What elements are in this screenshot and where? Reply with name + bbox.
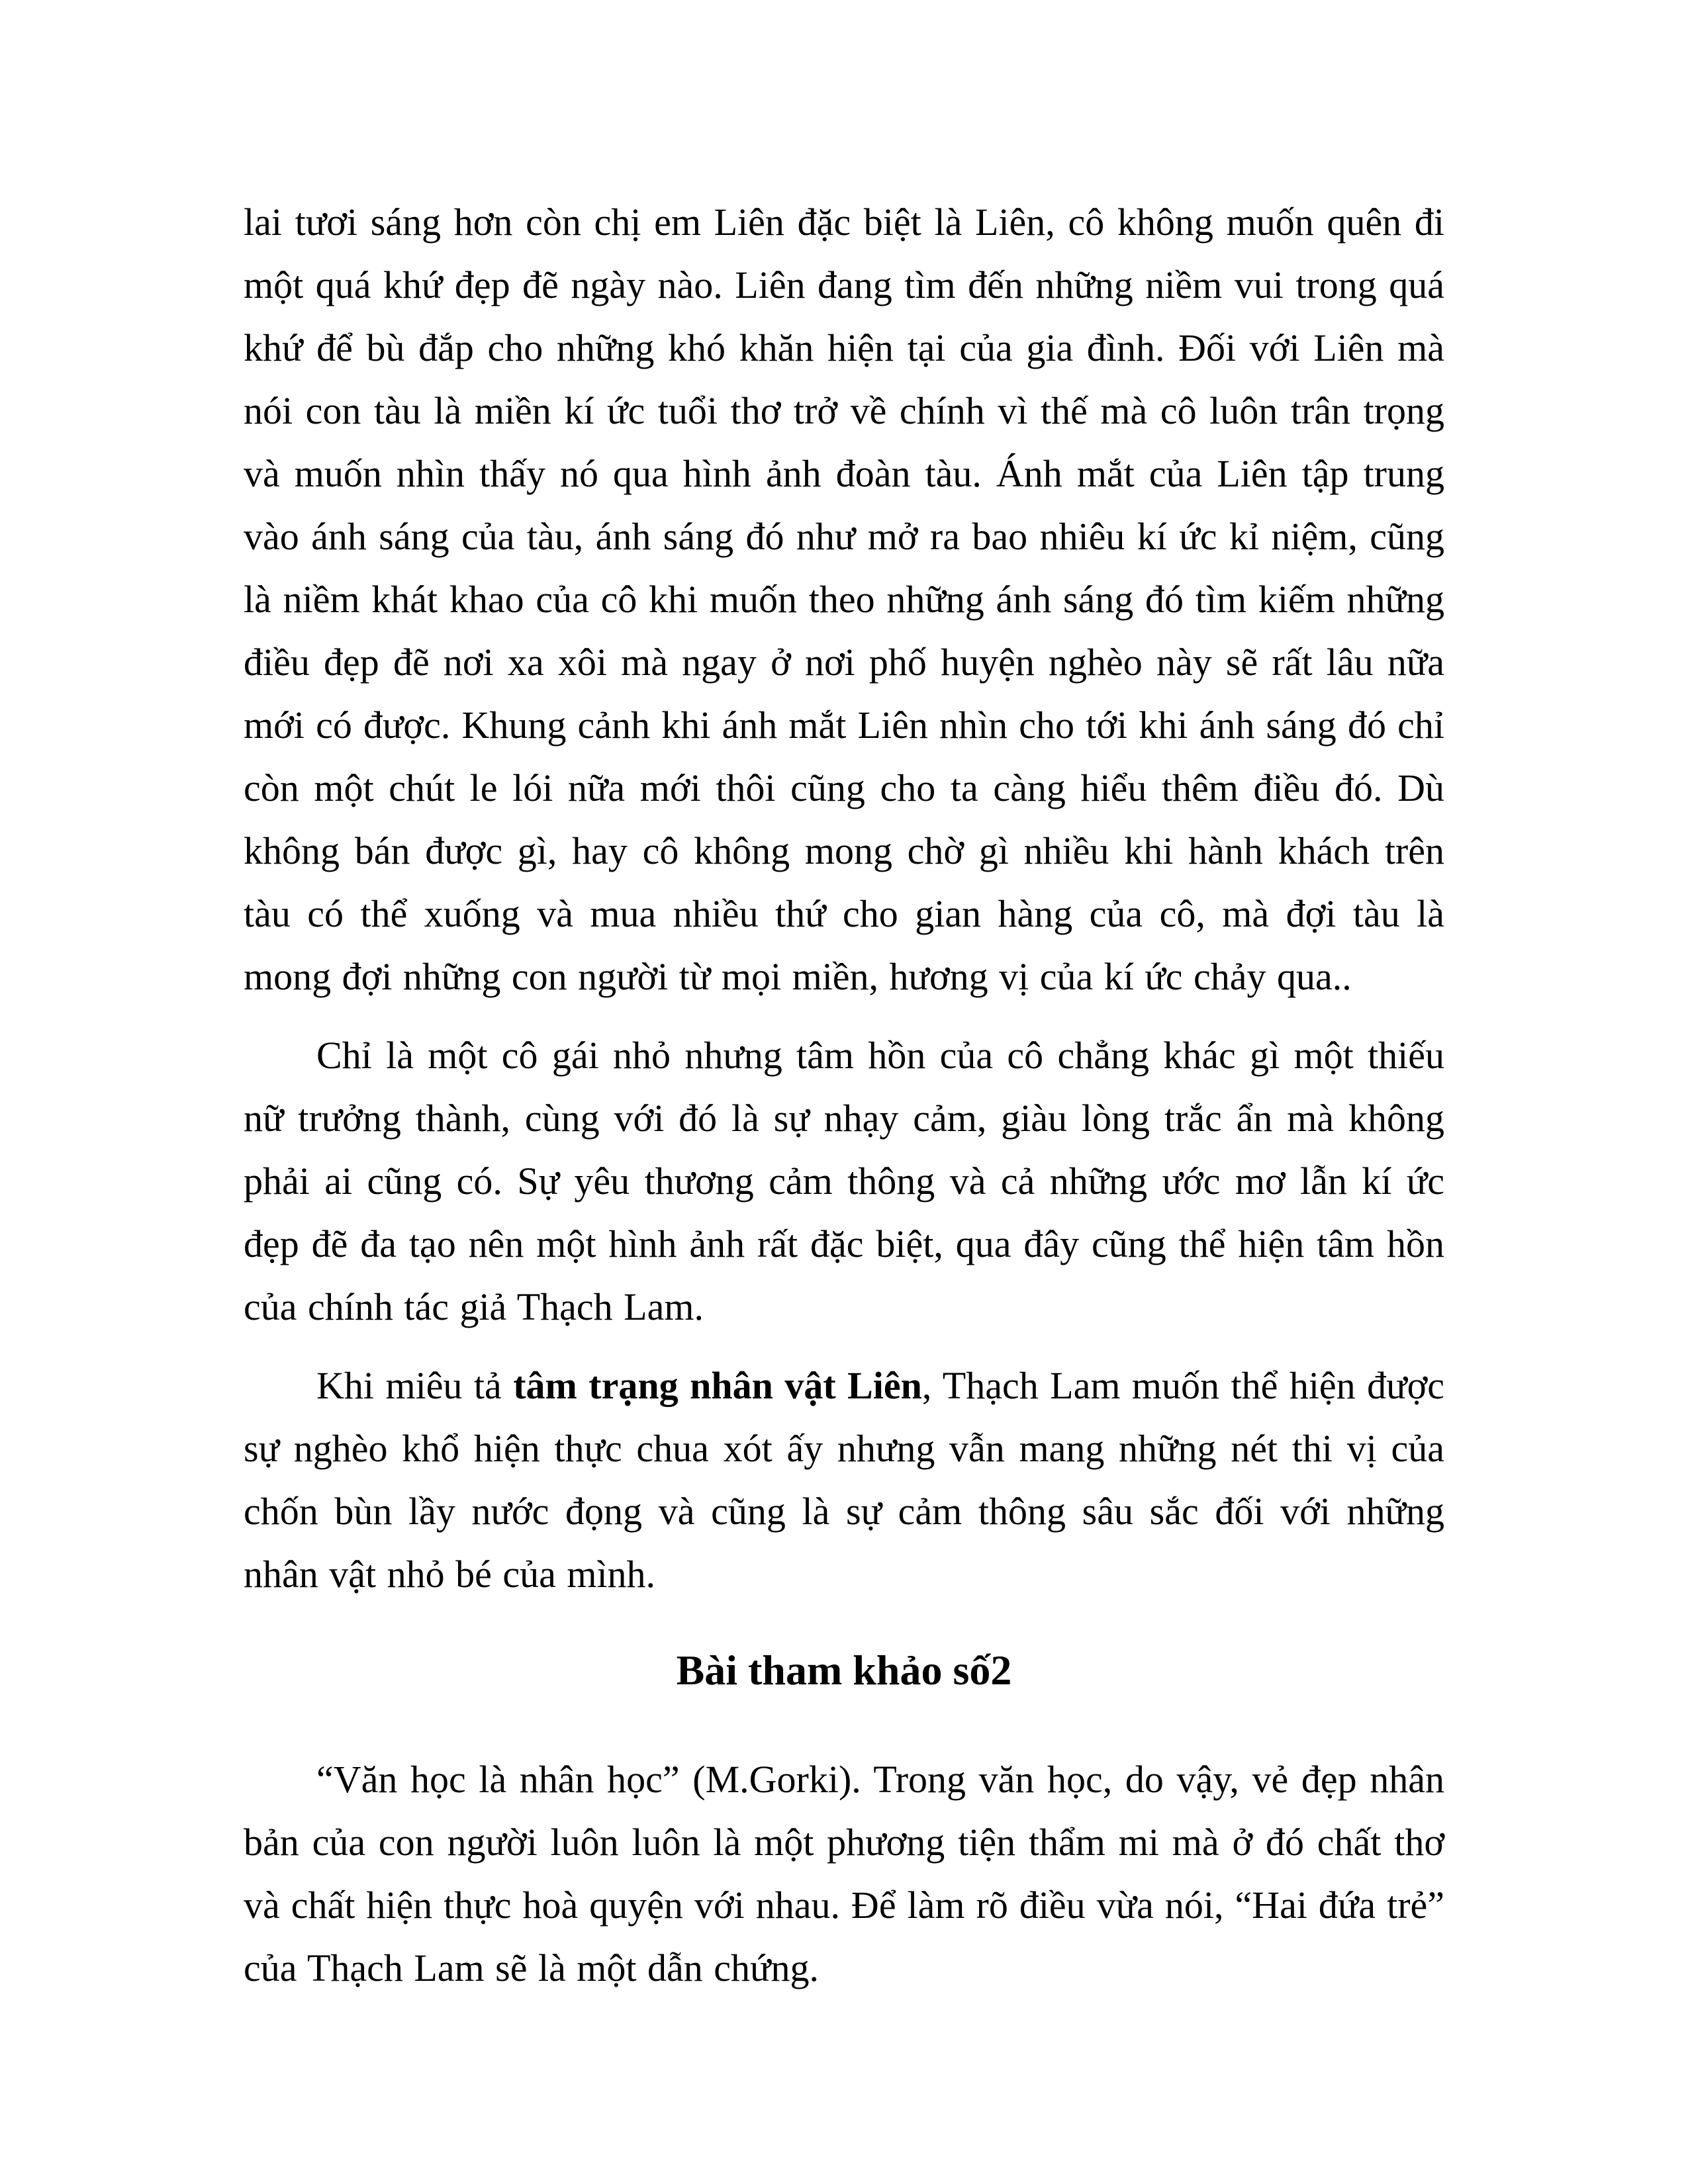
section-heading: Bài tham khảo số2 [676, 1647, 1012, 1694]
body-paragraph-3 [244, 1354, 1444, 1606]
body-paragraph-4: “Văn học là nhân học” (M.Gorki). Trong văn học, do vậy, vẻ đẹp nhân bản của con người luôn luôn là một phương tiện thẩm mi mà ở đó chất thơ và chất hiện thực hoà quyện với nhau. Để làm rõ điều vừa nói, “Hai đứa trẻ” của Thạch Lam sẽ là một dẫn chứng. [244, 1758, 1444, 1989]
paragraph-3-text-after: , Thạch Lam muốn thể hiện được sự nghèo khổ hiện thực chua xót ấy nhưng vẫn mang những nét thi vị của chốn bùn lầy nước đọng và cũng là sự cảm thông sâu sắc đối với những nhân vật nhỏ bé của mình. [244, 1364, 1444, 1596]
paragraph-3-text-before: Khi miêu tả [316, 1364, 514, 1407]
body-paragraph-1: lai tươi sáng hơn còn chị em Liên đặc biệt là Liên, cô không muốn quên đi một quá khứ đẹp đẽ ngày nào. Liên đang tìm đến những niềm vui trong quá khứ để bù đắp cho những khó khăn hiện tại của gia đình. Đối với Liên mà nói con tàu là miền kí ức tuổi thơ trở về chính vì thế mà cô luôn trân trọng và muốn nhìn thấy nó qua hình ảnh đoàn tàu. Ánh mắt của Liên tập trung vào ánh sáng của tàu, ánh sáng đó như mở ra bao nhiêu kí ức kỉ niệm, cũng là niềm khát khao của cô khi muốn theo những ánh sáng đó tìm kiếm những điều đẹp đẽ nơi xa xôi mà ngay ở nơi phố huyện nghèo này sẽ rất lâu nữa mới có được. Khung cảnh khi ánh mắt Liên nhìn cho tới khi ánh sáng đó chỉ còn một chút le lói nữa mới thôi cũng cho ta càng hiểu thêm điều đó. Dù không bán được gì, hay cô không mong chờ gì nhiều khi hành khách trên tàu có thể xuống và mua nhiều thứ cho gian hàng của cô, mà đợi tàu là mong đợi những con người từ mọi miền, hương vị của kí ức chảy qua.. [244, 201, 1444, 998]
paragraph-3-bold-phrase: tâm trạng nhân vật Liên [513, 1364, 922, 1407]
body-paragraph-2: Chỉ là một cô gái nhỏ nhưng tâm hồn của cô chẳng khác gì một thiếu nữ trưởng thành, cùng với đó là sự nhạy cảm, giàu lòng trắc ẩn mà không phải ai cũng có. Sự yêu thương cảm thông và cả những ước mơ lẫn kí ức đẹp đẽ đa tạo nên một hình ảnh rất đặc biệt, qua đây cũng thể hiện tâm hồn của chính tác giả Thạch Lam. [244, 1034, 1444, 1328]
